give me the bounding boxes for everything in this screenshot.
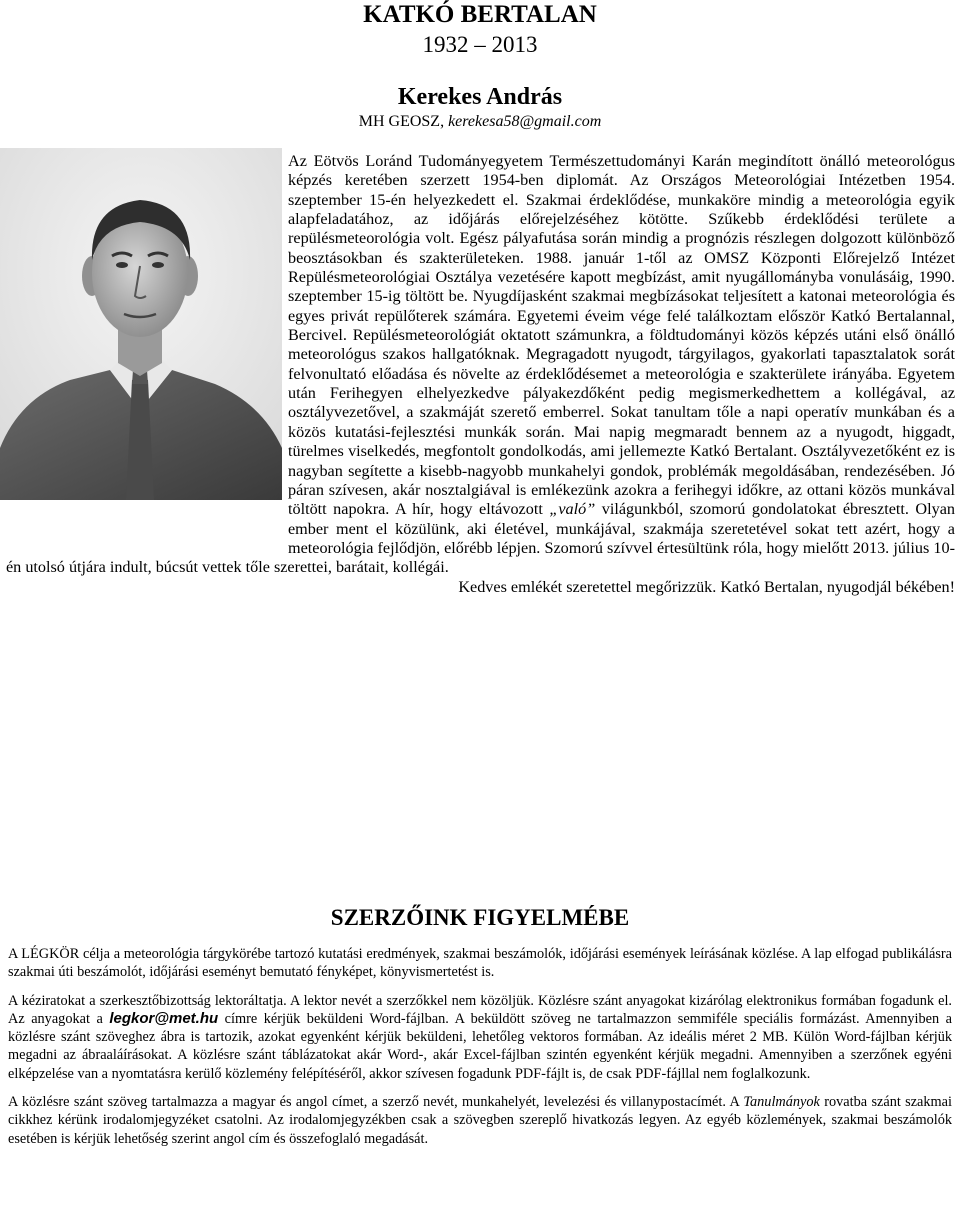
guidelines-paragraph-1: A LÉGKÖR célja a meteorológia tárgykörébe tartozó kutatási eredmények, szakmai beszámolók, időjárási események leírásának közlése. A lap elfogad publikálásra szakmai úti beszámolót, időjárási eseményt bemutató fényképet, könyvismertetést is. (8, 946, 952, 981)
submission-email[interactable]: legkor@met.hu (109, 1009, 219, 1027)
photo-spacer (6, 152, 288, 552)
author-name: Kerekes András (397, 84, 563, 110)
obituary-body-text: Az Eötvös Loránd Tudományegyetem Természettudományi Karán megindított önálló meteorológus képzés keretében szerzett 1954-ben diplomát. Az Országos Meteorológiai Intézetben 1954. szeptember 15-én helyezkedett el. Szakmai érdeklődése, munkaköre mindig a meteorológia egyik alapfeladatához, az időjárás előrejelzéséhez kötötte. Szűkebb érdeklődési területe a repülésmeteorológia volt. Egész pályafutása során mindig a prognózis részlegen dolgozott különböző beosztásokban és szakterületeken. 1988. január 1-től az OMSZ Központi Előrejelző Intézet Repülésmeteorológiai Osztálya vezetésére kapott megbízást, amit nyugállományba vonulásáig, 1990. szeptember 15-ig töltött be. Nyugdíjasként szakmai megbízásokat teljesített a katonai meteorológia és egyes privát repülőterek számára. Egyetemi éveim vége felé találkoztam először Katkó Bertalannal, Bercivel. Repülésmeteorológiát oktatott számunkra, a földtudományi közös képzés utáni első önálló meteorológus szakos hallgatóknak. Megragadott nyugodt, tárgyilagos, gyakorlati tapasztalatok sorát felvonultató előadása és növelte az érdeklődésemet a meteorológia e szakterülete irányába. Egyetem után Ferihegyen elhelyezkedve pályakezdőként pedig megismerkedhettem a kollégával, az osztályvezetővel, a szakmáját szerető emberrel. Sokat tanultam tőle a napi operatív munkában és a közös kutatási-fejlesztési munkák során. Mai napig megmaradt bennem az a nyugodt, higgadt, türelmes viselkedés, megfontolt gondolkodás, ami jellemezte Katkó Bertalant. Osztályvezetőként ez is nagyban segítette a kisebb-nagyobb munkahelyi gondok, problémák megoldásában, rendezésében. Jó páran szívesen, akár nosztalgiával is emlékezünk azokra a ferihegyi időkre, az ottani közös munkával töltött napokra. A hír, hogy eltávozott (288, 152, 955, 519)
author-email[interactable]: kerekesa58@gmail.com (448, 113, 602, 130)
obituary-title: KATKÓ BERTALAN (363, 1, 597, 28)
guidelines-text (8, 945, 952, 1152)
guidelines-title: SZERZŐINK FIGYELMÉBE (330, 905, 630, 930)
guidelines-paragraph-2 (8, 992, 952, 1083)
guidelines-paragraph-3 (8, 1093, 952, 1148)
life-years: 1932 – 2013 (422, 32, 538, 57)
farewell-line: Kedves emlékét szeretettel megőrizzük. Katkó Bertalan, nyugodjál békében! (458, 577, 955, 596)
guidelines-p3-end: rovatba szánt szakmai cikkhez kérünk irodalomjegyzéket csatolni. Az irodalomjegyzékben csak a szövegben szereplő hivatkozás legyen. Az egyéb közlemények, szakmai beszámolók esetében is kérjük lehetőség szerint angol cím és összefoglaló megadását. (8, 1094, 952, 1147)
obituary-text (6, 152, 955, 597)
obituary-body-end: világunkból, szomorú gondolatokat ébresztett. Olyan ember ment el közülünk, aki életével, munkájával, szakmája szeretetével sokat tett azért, hogy a meteorológia fejlődjön, előrébb lépjen. Szomorú szívvel értesültünk róla, hogy mielőtt 2013. július 10-én utolsó útjára indult, búcsút vettek tőle szerettei, barátait, kollégái. (6, 500, 955, 577)
guidelines-p2-end: címre kérjük beküldeni Word-fájlban. A beküldött szöveg ne tartalmazzon semmiféle speciális formázást. Amennyiben a közlésre szánt szöveghez ábra is tartozik, azokat egyenként kérjük beküldeni, lehetőleg vektoros formában. Az ideális méret 2 MB. Külön Word-fájlban kérjük megadni az ábraaláírásokat. A közlésre szánt táblázatokat akár Word-, akár Excel-fájlban szintén egyenként kérjük megadni. Amennyiben a szerzőnek egyéni elképzelése van a nyomtatásra kerülő közlemény felépítéséről, akkor szívesen fogadunk PDF-fájlt is, de csak PDF-fájllal nem foglalkozunk. (8, 1010, 952, 1082)
guidelines-p2-start: A kéziratokat a szerkesztőbizottság lektoráltatja. A lektor nevét a szerzőkkel nem közöljük. Közlésre szánt anyagokat kizárólag elektronikus formában fogadunk el. Az anyagokat a (8, 992, 952, 1027)
affiliation-text: MH GEOSZ, (358, 113, 449, 130)
author-affiliation (0, 112, 960, 132)
quoted-word: „való” (549, 500, 596, 519)
journal-section: Tanulmányok (743, 1094, 820, 1111)
guidelines-p3-start: A közlésre szánt szöveg tartalmazza a magyar és angol címet, a szerző nevét, munkahelyét, levelezési és villanypostacímét. A (8, 1094, 744, 1111)
